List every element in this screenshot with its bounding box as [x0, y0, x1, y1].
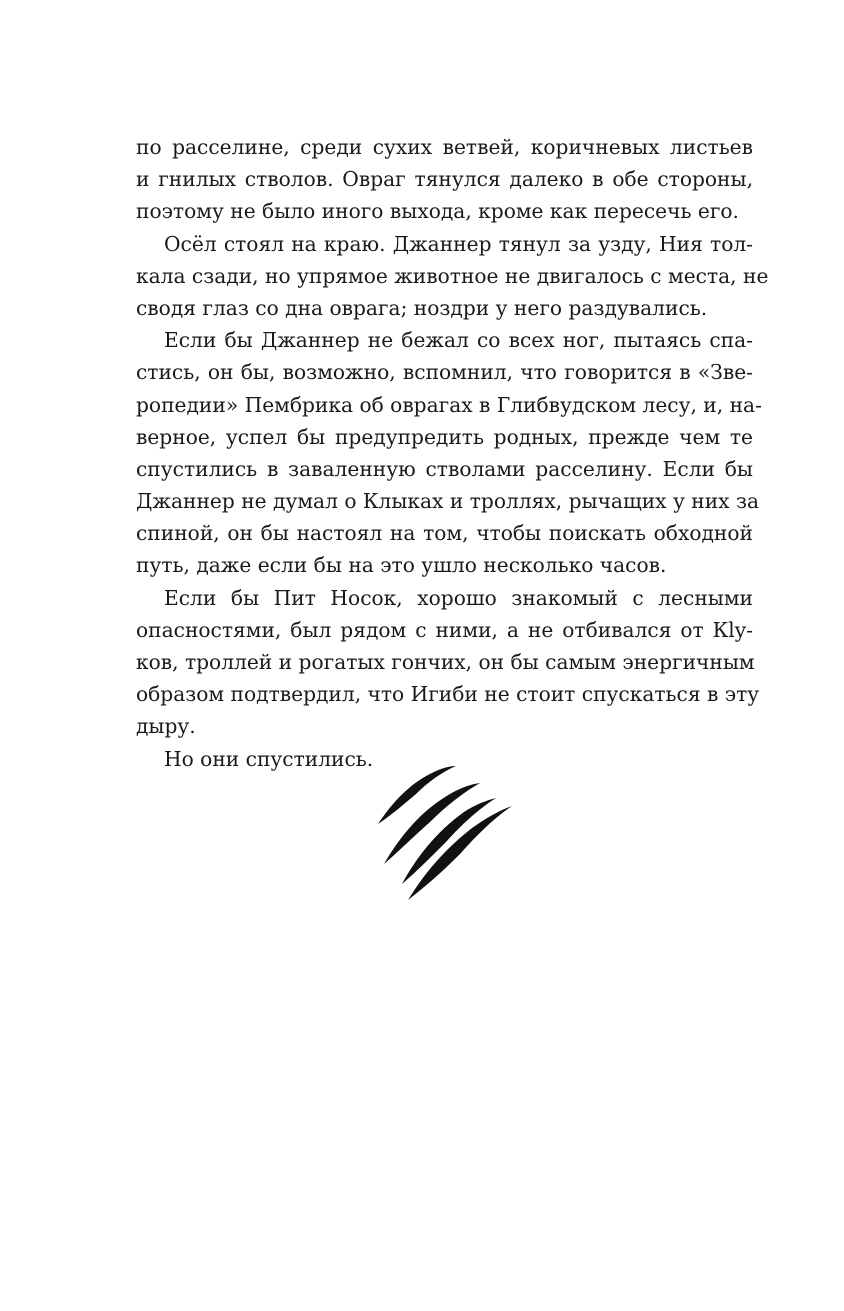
text-line: спустились в заваленную стволами расселину. Если бы: [136, 456, 753, 481]
claw-marks-icon: [372, 762, 520, 902]
text-line: образом подтвердил, что Игиби не стоит спускаться в эту: [136, 682, 760, 707]
text-line: ропедии» Пембрика об оврагах в Глибвудском лесу, и, на-: [136, 392, 762, 417]
text-line: поэтому не было иного выхода, кроме как пересечь его.: [136, 199, 739, 224]
text-line: сводя глаз со дна оврага; ноздри у него раздувались.: [136, 295, 708, 320]
text-line: стись, он бы, возможно, вспомнил, что говорится в «Зве-: [136, 360, 753, 385]
text-line: кала сзади, но упрямое животное не двигалось с места, не: [136, 263, 769, 288]
text-line: ков, троллей и рогатых гончих, он бы самым энергичным: [136, 650, 755, 674]
text-line: спиной, он бы настоял на том, чтобы поискать обходной: [136, 521, 753, 546]
text-line: Если бы Джаннер не бежал со всех ног, пытаясь спа-: [164, 328, 753, 353]
claw-scratch: [402, 798, 496, 884]
text-line: опасностями, был рядом с ними, а не отбивался от Кly-: [136, 617, 753, 642]
text-line: по расселине, среди сухих ветвей, коричневых листьев: [136, 135, 753, 159]
text-line: дыру.: [136, 714, 196, 739]
text-line: и гнилых стволов. Овраг тянулся далеко в обе стороны,: [136, 167, 753, 192]
text-line: Но они спустились.: [164, 746, 374, 771]
text-line: Джаннер не думал о Клыках и троллях, рычащих у них за: [136, 489, 760, 514]
text-line: Осёл стоял на краю. Джаннер тянул за узду, Ния тол-: [164, 231, 753, 256]
body-text: [136, 131, 769, 775]
text-line: Если бы Пит Носок, хорошо знакомый с лесными: [164, 585, 753, 610]
claw-scratch: [378, 766, 456, 824]
text-line: верное, успел бы предупредить родных, прежде чем те: [136, 424, 753, 449]
text-line: путь, даже если бы на это ушло несколько часов.: [136, 553, 667, 578]
